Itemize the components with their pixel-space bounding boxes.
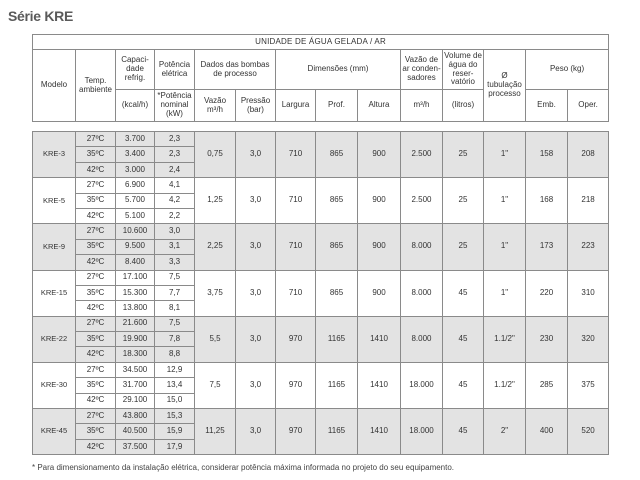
tubulacao-cell: 1" [484,132,526,178]
pressao-cell: 3,0 [236,362,276,408]
header-potencia: Potência elétrica [155,50,195,90]
model-group [33,224,609,270]
potencia-cell: 2,2 [155,208,195,223]
pressao-cell: 3,0 [236,132,276,178]
potencia-cell: 15,0 [155,393,195,408]
header-temp: Temp. ambiente [76,50,116,122]
vazao-ar-cell: 8.000 [401,316,443,362]
volume-cell: 25 [443,132,484,178]
volume-cell: 25 [443,178,484,224]
volume-cell: 45 [443,362,484,408]
footnote: * Para dimensionamento da instalação elétrica, considerar potência máxima informada no projeto do seu equipamento. [32,463,455,472]
emb-cell: 173 [526,224,568,270]
potencia-cell: 15,9 [155,424,195,439]
temp-cell: 42ºC [76,393,116,408]
capacidade-cell: 15.300 [116,285,155,300]
vazao-ar-cell: 8.000 [401,224,443,270]
capacidade-cell: 8.400 [116,255,155,270]
table-row [33,270,609,285]
temp-cell: 35ºC [76,147,116,162]
header-potencia-unit: *Potência nominal (kW) [155,90,195,122]
model-name: KRE-9 [33,224,76,270]
temp-cell: 42ºC [76,301,116,316]
potencia-cell: 17,9 [155,439,195,454]
tubulacao-cell: 1" [484,270,526,316]
table-row [33,409,609,424]
vazao-cell: 3,75 [195,270,236,316]
volume-cell: 45 [443,316,484,362]
capacidade-cell: 37.500 [116,439,155,454]
emb-cell: 285 [526,362,568,408]
potencia-cell: 12,9 [155,362,195,377]
largura-cell: 710 [276,270,316,316]
header-capacidade: Capaci-dade refrig. [116,50,155,90]
capacidade-cell: 9.500 [116,239,155,254]
model-name: KRE-3 [33,132,76,178]
vazao-ar-cell: 2.500 [401,178,443,224]
model-name: KRE-22 [33,316,76,362]
table-row [33,132,609,147]
capacidade-cell: 34.500 [116,362,155,377]
model-group [33,316,609,362]
potencia-cell: 13,4 [155,378,195,393]
vazao-ar-cell: 8.000 [401,270,443,316]
oper-cell: 320 [568,316,609,362]
temp-cell: 27ºC [76,362,116,377]
table-row [33,316,609,331]
capacidade-cell: 3.400 [116,147,155,162]
potencia-cell: 3,1 [155,239,195,254]
potencia-cell: 8,8 [155,347,195,362]
volume-cell: 45 [443,270,484,316]
capacidade-cell: 6.900 [116,178,155,193]
oper-cell: 310 [568,270,609,316]
model-group [33,409,609,455]
capacidade-cell: 13.800 [116,301,155,316]
header-tubulacao: Ø tubulação processo [484,50,526,122]
altura-cell: 1410 [358,362,401,408]
largura-cell: 710 [276,224,316,270]
header-spacer [33,122,609,132]
capacidade-cell: 10.600 [116,224,155,239]
oper-cell: 208 [568,132,609,178]
capacidade-cell: 29.100 [116,393,155,408]
vazao-cell: 7,5 [195,362,236,408]
tubulacao-cell: 1.1/2" [484,316,526,362]
header-modelo: Modelo [33,50,76,122]
table-row [33,178,609,193]
capacidade-cell: 40.500 [116,424,155,439]
pressao-cell: 3,0 [236,409,276,455]
altura-cell: 900 [358,270,401,316]
potencia-cell: 15,3 [155,409,195,424]
table-header [33,35,609,132]
capacidade-cell: 3.700 [116,132,155,147]
altura-cell: 1410 [358,409,401,455]
capacidade-cell: 43.800 [116,409,155,424]
potencia-cell: 3,3 [155,255,195,270]
prof-cell: 865 [316,178,358,224]
potencia-cell: 7,5 [155,316,195,331]
model-name: KRE-30 [33,362,76,408]
vazao-ar-cell: 18.000 [401,362,443,408]
capacidade-cell: 17.100 [116,270,155,285]
oper-cell: 520 [568,409,609,455]
potencia-cell: 4,1 [155,178,195,193]
capacidade-cell: 5.100 [116,208,155,223]
header-largura: Largura [276,90,316,122]
prof-cell: 1165 [316,316,358,362]
header-vazao-ar: Vazão de ar conden-sadores [401,50,443,90]
potencia-cell: 3,0 [155,224,195,239]
temp-cell: 27ºC [76,178,116,193]
table-row [33,362,609,377]
potencia-cell: 7,7 [155,285,195,300]
header-vazao-ar-unit: m³/h [401,90,443,122]
tubulacao-cell: 1" [484,224,526,270]
header-altura: Altura [358,90,401,122]
temp-cell: 27ºC [76,409,116,424]
prof-cell: 865 [316,132,358,178]
altura-cell: 900 [358,224,401,270]
oper-cell: 375 [568,362,609,408]
temp-cell: 35ºC [76,332,116,347]
prof-cell: 865 [316,270,358,316]
capacidade-cell: 19.900 [116,332,155,347]
largura-cell: 710 [276,132,316,178]
potencia-cell: 8,1 [155,301,195,316]
header-emb: Emb. [526,90,568,122]
capacidade-cell: 5.700 [116,193,155,208]
header-capacidade-unit: (kcal/h) [116,90,155,122]
header-vazao: Vazão m³/h [195,90,236,122]
model-name: KRE-5 [33,178,76,224]
prof-cell: 865 [316,224,358,270]
temp-cell: 27ºC [76,316,116,331]
capacidade-cell: 3.000 [116,162,155,177]
header-volume: Volume de água do reser-vatório [443,50,484,90]
potencia-cell: 2,3 [155,147,195,162]
volume-cell: 45 [443,409,484,455]
potencia-cell: 7,8 [155,332,195,347]
model-group [33,132,609,178]
header-oper: Oper. [568,90,609,122]
largura-cell: 970 [276,316,316,362]
header-pressao: Pressão (bar) [236,90,276,122]
vazao-cell: 11,25 [195,409,236,455]
vazao-ar-cell: 18.000 [401,409,443,455]
header-bombas: Dados das bombas de processo [195,50,276,90]
pressao-cell: 3,0 [236,270,276,316]
temp-cell: 35ºC [76,378,116,393]
capacidade-cell: 21.600 [116,316,155,331]
temp-cell: 35ºC [76,193,116,208]
emb-cell: 400 [526,409,568,455]
model-group [33,270,609,316]
temp-cell: 42ºC [76,208,116,223]
oper-cell: 218 [568,178,609,224]
emb-cell: 168 [526,178,568,224]
potencia-cell: 7,5 [155,270,195,285]
header-dimensoes: Dimensões (mm) [276,50,401,90]
vazao-cell: 5,5 [195,316,236,362]
table-row [33,224,609,239]
header-prof: Prof. [316,90,358,122]
vazao-cell: 0,75 [195,132,236,178]
temp-cell: 42ºC [76,347,116,362]
emb-cell: 158 [526,132,568,178]
altura-cell: 900 [358,132,401,178]
group-header: UNIDADE DE ÁGUA GELADA / AR [33,35,609,50]
header-peso: Peso (kg) [526,50,609,90]
model-group [33,362,609,408]
emb-cell: 230 [526,316,568,362]
altura-cell: 1410 [358,316,401,362]
model-name: KRE-15 [33,270,76,316]
page-title: Série KRE [8,8,73,24]
pressao-cell: 3,0 [236,316,276,362]
potencia-cell: 4,2 [155,193,195,208]
header-volume-unit: (litros) [443,90,484,122]
temp-cell: 35ºC [76,424,116,439]
altura-cell: 900 [358,178,401,224]
tubulacao-cell: 1" [484,178,526,224]
capacidade-cell: 18.300 [116,347,155,362]
model-name: KRE-45 [33,409,76,455]
temp-cell: 35ºC [76,239,116,254]
capacidade-cell: 31.700 [116,378,155,393]
vazao-cell: 1,25 [195,178,236,224]
temp-cell: 42ºC [76,162,116,177]
potencia-cell: 2,4 [155,162,195,177]
pressao-cell: 3,0 [236,224,276,270]
emb-cell: 220 [526,270,568,316]
vazao-cell: 2,25 [195,224,236,270]
largura-cell: 970 [276,362,316,408]
prof-cell: 1165 [316,362,358,408]
oper-cell: 223 [568,224,609,270]
tubulacao-cell: 1.1/2" [484,362,526,408]
spec-table [32,34,609,455]
potencia-cell: 2,3 [155,132,195,147]
temp-cell: 35ºC [76,285,116,300]
tubulacao-cell: 2" [484,409,526,455]
model-group [33,178,609,224]
pressao-cell: 3,0 [236,178,276,224]
vazao-ar-cell: 2.500 [401,132,443,178]
largura-cell: 970 [276,409,316,455]
temp-cell: 42ºC [76,255,116,270]
prof-cell: 1165 [316,409,358,455]
largura-cell: 710 [276,178,316,224]
temp-cell: 27ºC [76,270,116,285]
volume-cell: 25 [443,224,484,270]
temp-cell: 42ºC [76,439,116,454]
temp-cell: 27ºC [76,224,116,239]
temp-cell: 27ºC [76,132,116,147]
